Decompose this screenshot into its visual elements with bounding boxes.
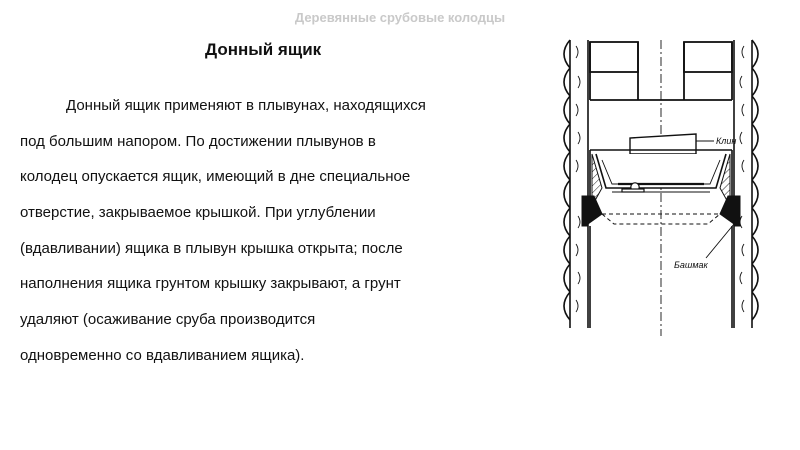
presentation-header: Деревянные срубовые колодцы xyxy=(294,10,506,25)
body-text-line: отверстие, закрываемое крышкой. При углублении xyxy=(20,204,376,222)
body-text-line: (вдавливании) ящика в плывун крышка открыта; после xyxy=(20,239,403,257)
right-log-wall xyxy=(734,40,758,328)
wedge-label: Клин xyxy=(716,136,737,146)
shoe-label: Башмак xyxy=(674,260,708,270)
bottom-box-diagram xyxy=(556,38,766,338)
body-text-line: колодец опускается ящик, имеющий в дне специальное xyxy=(20,168,411,186)
body-text-line: одновременно со вдавливанием ящика). xyxy=(20,346,305,364)
body-text-line: наполнения ящика грунтом крышку закрывают, а грунт xyxy=(20,275,401,293)
slide-title: Донный ящик xyxy=(205,40,322,59)
left-log-wall xyxy=(564,40,588,328)
body-text-line: удаляют (осаживание сруба производится xyxy=(20,311,316,329)
shoe-leader xyxy=(706,224,734,258)
body-text-line: Донный ящик применяют в плывунах, находящихся xyxy=(66,97,426,114)
body-text-line: под большим напором. По достижении плывунов в xyxy=(20,132,376,150)
slide-body-text xyxy=(20,91,550,377)
wedge-block xyxy=(630,134,696,154)
